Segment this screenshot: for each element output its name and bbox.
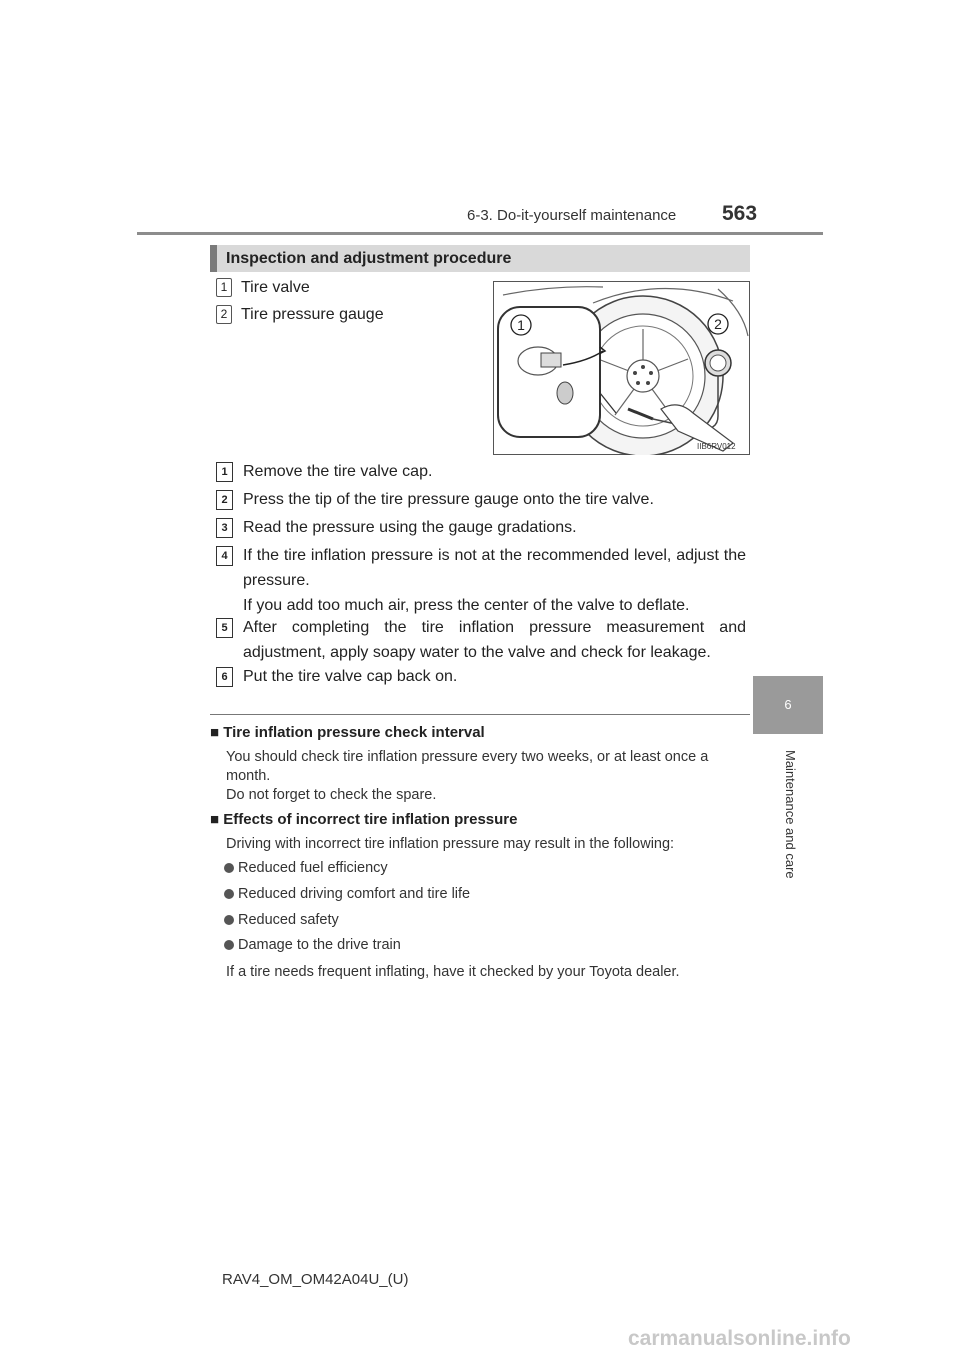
bullet-dot-icon	[224, 915, 234, 925]
bullet-text: Reduced driving comfort and tire life	[238, 886, 471, 902]
callout-label: Tire pressure gauge	[241, 306, 384, 323]
watermark: carmanualsonline.info	[628, 1327, 851, 1350]
callout-number: 1	[216, 278, 232, 297]
step-3	[216, 515, 746, 540]
step-text: Put the tire valve cap back on.	[243, 668, 458, 685]
note-effects-closing: If a tire needs frequent inflating, have it checked by your Toyota dealer.	[226, 964, 680, 980]
step-number: 2	[216, 490, 233, 510]
bullet-text: Reduced fuel efficiency	[238, 860, 388, 876]
step-number: 1	[216, 462, 233, 482]
page-number: 563	[722, 202, 758, 225]
note-marker: ■	[210, 811, 220, 828]
bullet-item	[224, 937, 401, 953]
step-6	[216, 664, 746, 689]
bullet-dot-icon	[224, 940, 234, 950]
step-text: After completing the tire inflation pressure measurement and adjustment, apply soapy water to the valve and check for leakage.	[243, 619, 746, 661]
bullet-dot-icon	[224, 863, 234, 873]
figure-code: IIB6RV012	[697, 442, 736, 451]
tire-pressure-figure	[493, 281, 750, 455]
header-rule	[137, 232, 823, 235]
note-check-spare-text: Do not forget to check the spare.	[226, 787, 437, 803]
note-effects-intro: Driving with incorrect tire inflation pressure may result in the following:	[226, 836, 675, 852]
bullet-item	[224, 860, 388, 876]
step-number: 5	[216, 618, 233, 638]
step-extra-text: If you add too much air, press the center of the valve to deflate.	[243, 597, 690, 614]
note-check-interval-text: You should check tire inflation pressure every two weeks, or at least once a month.	[226, 749, 709, 784]
chapter-tab[interactable]: 6	[753, 676, 823, 734]
note-title: Tire inflation pressure check interval	[223, 724, 485, 741]
chapter-label: Maintenance and care	[783, 750, 798, 879]
notes-divider	[210, 714, 750, 715]
note-check-interval-heading	[210, 724, 485, 741]
bullet-item	[224, 886, 470, 902]
step-text: Read the pressure using the gauge gradations.	[243, 519, 577, 536]
step-number: 3	[216, 518, 233, 538]
step-2	[216, 487, 746, 512]
bullet-item	[224, 912, 339, 928]
bullet-dot-icon	[224, 889, 234, 899]
step-4	[216, 543, 746, 618]
figure-marker-2: 2	[714, 316, 722, 332]
step-5	[216, 615, 746, 665]
figure-marker-1: 1	[517, 317, 525, 333]
section-title: 6-3. Do-it-yourself maintenance	[467, 207, 677, 224]
note-effects-heading	[210, 811, 517, 828]
procedure-heading: Inspection and adjustment procedure	[210, 245, 750, 272]
callout-number: 2	[216, 305, 232, 324]
step-text: If the tire inflation pressure is not at the recommended level, adjust the pressure.	[243, 547, 746, 589]
step-text: Remove the tire valve cap.	[243, 463, 433, 480]
step-1	[216, 459, 746, 484]
callout-pressure-gauge	[216, 305, 384, 324]
step-text: Press the tip of the tire pressure gauge onto the tire valve.	[243, 491, 654, 508]
tire-gauge-illustration	[493, 281, 750, 455]
bullet-text: Reduced safety	[238, 912, 339, 928]
callout-label: Tire valve	[241, 279, 310, 296]
bullet-text: Damage to the drive train	[238, 937, 401, 953]
note-title: Effects of incorrect tire inflation pressure	[223, 811, 518, 828]
step-number: 4	[216, 546, 233, 566]
callout-tire-valve	[216, 278, 310, 297]
document-code: RAV4_OM_OM42A04U_(U)	[222, 1271, 409, 1288]
note-marker: ■	[210, 724, 220, 741]
step-number: 6	[216, 667, 233, 687]
